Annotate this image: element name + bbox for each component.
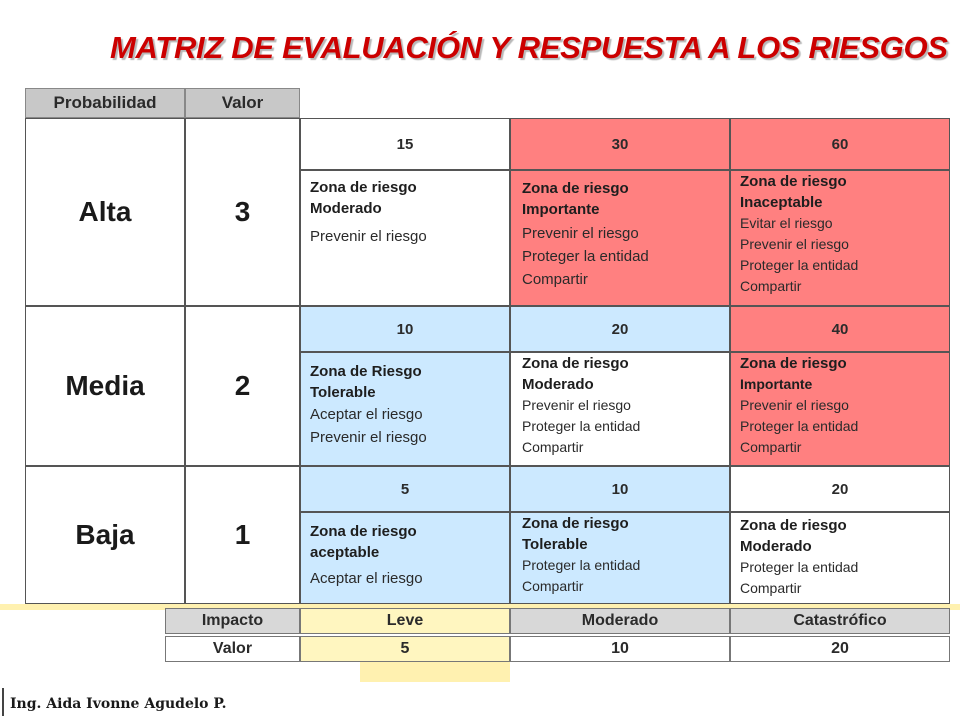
action-line: Compartir xyxy=(522,271,588,288)
action-line: Prevenir el riesgo xyxy=(522,225,639,242)
zone-line: Zona de riesgo xyxy=(740,355,847,372)
cell-score-alta-moderado: 30 xyxy=(510,118,730,170)
cell-score-media-catastrofico: 40 xyxy=(730,306,950,352)
column-highlight xyxy=(360,660,510,682)
zone-line: Zona de riesgo xyxy=(522,355,629,372)
zone-line: aceptable xyxy=(310,544,380,561)
row-label-media: Media xyxy=(25,306,185,466)
action-line: Proteger la entidad xyxy=(740,257,859,273)
zone-line: Zona de Riesgo xyxy=(310,363,422,380)
action-line: Prevenir el riesgo xyxy=(740,397,849,413)
cell-score-media-moderado: 20 xyxy=(510,306,730,352)
cell-alta-leve xyxy=(300,170,510,306)
cell-score-media-leve: 10 xyxy=(300,306,510,352)
cell-alta-moderado xyxy=(510,170,730,306)
row-value-media: 2 xyxy=(185,306,300,466)
zone-line: Moderado xyxy=(740,538,812,555)
header-probabilidad: Probabilidad xyxy=(25,88,185,118)
cell-score-baja-moderado: 10 xyxy=(510,466,730,512)
action-line: Evitar el riesgo xyxy=(740,215,833,231)
cell-score-baja-leve: 5 xyxy=(300,466,510,512)
zone-line: Zona de riesgo xyxy=(740,517,847,534)
action-line: Proteger la entidad xyxy=(522,557,641,573)
action-line: Compartir xyxy=(740,439,802,455)
row-label-baja: Baja xyxy=(25,466,185,604)
zone-line: Moderado xyxy=(522,376,594,393)
axis-impact-moderado: Moderado xyxy=(510,608,730,634)
zone-line: Zona de riesgo xyxy=(310,523,417,540)
cell-baja-moderado xyxy=(510,512,730,604)
zone-line: Zona de riesgo xyxy=(740,173,847,190)
zone-line: Inaceptable xyxy=(740,194,823,211)
row-value-baja: 1 xyxy=(185,466,300,604)
action-line: Aceptar el riesgo xyxy=(310,570,423,587)
action-line: Compartir xyxy=(522,578,584,594)
action-line: Proteger la entidad xyxy=(740,559,859,575)
row-value-alta: 3 xyxy=(185,118,300,306)
zone-line: Zona de riesgo xyxy=(522,515,629,532)
axis-valor-label: Valor xyxy=(165,636,300,662)
action-line: Prevenir el riesgo xyxy=(310,228,427,245)
cell-baja-leve xyxy=(300,512,510,604)
cell-alta-catastrofico xyxy=(730,170,950,306)
cell-media-moderado xyxy=(510,352,730,466)
axis-value-moderado: 10 xyxy=(510,636,730,662)
cell-media-leve xyxy=(300,352,510,466)
action-line: Proteger la entidad xyxy=(522,248,649,265)
action-line: Aceptar el riesgo xyxy=(310,406,423,423)
zone-line: Zona de riesgo xyxy=(522,180,629,197)
action-line: Proteger la entidad xyxy=(522,418,641,434)
action-line: Prevenir el riesgo xyxy=(310,429,427,446)
action-line: Proteger la entidad xyxy=(740,418,859,434)
zone-line: Tolerable xyxy=(310,384,376,401)
axis-value-catastrofico: 20 xyxy=(730,636,950,662)
zone-line: Importante xyxy=(740,376,813,392)
axis-value-leve: 5 xyxy=(300,636,510,662)
cell-score-baja-catastrofico: 20 xyxy=(730,466,950,512)
zone-line: Importante xyxy=(522,201,600,218)
axis-impact-catastrofico: Catastrófico xyxy=(730,608,950,634)
action-line: Compartir xyxy=(522,439,584,455)
page-title: MATRIZ DE EVALUACIÓN Y RESPUESTA A LOS RIESGOS xyxy=(110,30,948,65)
action-line: Prevenir el riesgo xyxy=(740,236,849,252)
footer-divider xyxy=(2,688,4,716)
zone-line: Zona de riesgo xyxy=(310,179,417,196)
footer-author: Ing. Aida Ivonne Agudelo P. xyxy=(10,696,227,712)
axis-impacto-label: Impacto xyxy=(165,608,300,634)
action-line: Compartir xyxy=(740,278,802,294)
cell-baja-catastrofico xyxy=(730,512,950,604)
cell-score-alta-leve: 15 xyxy=(300,118,510,170)
axis-impact-leve: Leve xyxy=(300,608,510,634)
zone-line: Tolerable xyxy=(522,536,588,553)
row-label-alta: Alta xyxy=(25,118,185,306)
header-valor: Valor xyxy=(185,88,300,118)
action-line: Compartir xyxy=(740,580,802,596)
cell-score-alta-catastrofico: 60 xyxy=(730,118,950,170)
cell-media-catastrofico xyxy=(730,352,950,466)
action-line: Prevenir el riesgo xyxy=(522,397,631,413)
zone-line: Moderado xyxy=(310,200,382,217)
